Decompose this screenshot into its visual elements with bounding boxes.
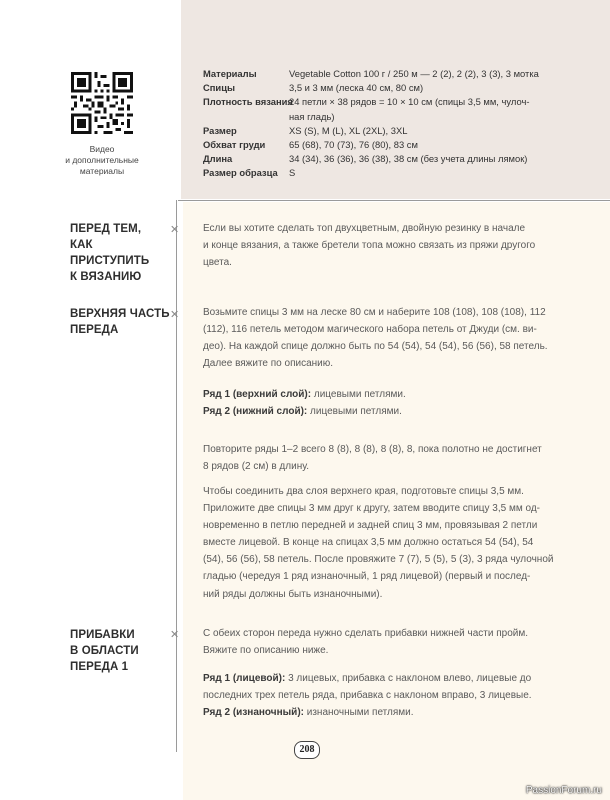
watermark: PassionForum.ru (525, 785, 602, 796)
row-label: Ряд 1 (верхний слой): (203, 389, 312, 400)
text-line: Вяжите по описанию ниже. (203, 645, 329, 657)
text-line: Далее вяжите по описанию. (203, 358, 334, 370)
row-label: Ряд 1 (лицевой): (203, 673, 286, 684)
text-line: део). На каждой спице должно быть по 54 (54), 54 (54), 56 (56), 58 петель. (203, 341, 548, 353)
text-line: 8 рядов (2 см) в длину. (203, 461, 309, 473)
length-value: 34 (34), 36 (36), 36 (38), 38 см (без учета длины лямок) (289, 153, 528, 165)
row-text: 3 лицевых, прибавка с наклоном влево, лицевые до (285, 673, 532, 684)
text-line: (54), 56 (56), 58 петель. После провяжите 7 (7), 5 (5), 5 (3), 3 ряда чулочной (203, 554, 554, 566)
row-text: последних трех петель ряда, прибавка с наклоном вправо, 3 лицевые. (203, 690, 532, 702)
row-label: Ряд 2 (изнаночный): (203, 707, 304, 719)
bust-label: Обхват груди (203, 138, 266, 150)
vertical-rule (176, 200, 177, 752)
page-number: 208 (294, 741, 320, 759)
text-line: Если вы хотите сделать топ двухцветным, двойную резинку в начале (203, 223, 526, 234)
text-line: цвета. (203, 257, 232, 269)
row-instruction (203, 386, 545, 403)
section-title-line: К ВЯЗАНИЮ (70, 271, 142, 283)
qr-caption (56, 144, 148, 177)
gauge-label: Плотность вязания (203, 96, 293, 108)
cross-mark-icon: ✕ (170, 309, 180, 321)
section-title-line: В ОБЛАСТИ (70, 645, 139, 657)
text-line: гладью (чередуя 1 ряд изнаночный, 1 ряд лицевой) (первый и послед- (203, 571, 531, 583)
text-line: ний ряды должны быть изнаночными). (203, 588, 383, 600)
text-line: Возьмите спицы 3 мм на леске 80 см и наберите 108 (108), 108 (108), 112 (203, 307, 546, 318)
section-title-line: ПРИБАВКИ (70, 629, 135, 641)
sample-size-label: Размер образца (203, 167, 278, 179)
qr-code-icon[interactable] (71, 72, 133, 134)
paragraph (203, 441, 545, 475)
size-value: XS (S), M (L), XL (2XL), 3XL (289, 124, 408, 136)
section-title-line: КАК ПРИСТУПИТЬ (70, 239, 150, 267)
cross-mark-icon: ✕ (170, 629, 180, 641)
qr-caption-line: и дополнительные (65, 155, 139, 165)
horizontal-rule (178, 200, 610, 201)
size-label: Размер (203, 124, 237, 136)
qr-caption-line: материалы (79, 166, 125, 176)
materials-label: Материалы (203, 68, 257, 79)
row-instruction (203, 704, 545, 721)
qr-caption-line: Видео (89, 144, 115, 154)
gauge-value-continued: ная гладь) (289, 110, 335, 122)
row-instructions (203, 386, 545, 420)
text-line: новременно в петлю передней и задней спиц 3 мм, провязывая 2 петли (203, 520, 538, 532)
section-title-line: ПЕРЕДА (70, 324, 119, 336)
sample-size-value: S (289, 167, 296, 179)
needles-label: Спицы (203, 82, 235, 94)
cross-mark-icon: ✕ (170, 224, 180, 236)
bust-value: 65 (68), 70 (73), 76 (80), 83 см (289, 138, 418, 150)
needles-value: 3,5 и 3 мм (леска 40 см, 80 см) (289, 82, 424, 94)
row-instructions (203, 670, 545, 721)
text-line: Приложите две спицы 3 мм друг к другу, затем вводите спицу 3,5 мм од- (203, 503, 541, 515)
section-title-line: ПЕРЕД ТЕМ, (70, 223, 142, 235)
text-line: С обеих сторон переда нужно сделать прибавки нижней части пройм. (203, 628, 529, 639)
section-title-front-top (70, 306, 170, 338)
row-label: Ряд 2 (нижний слой): (203, 406, 308, 418)
row-text: лицевыми петлями. (307, 406, 402, 418)
section-title-line: ВЕРХНЯЯ ЧАСТЬ (70, 308, 170, 320)
row-instruction (203, 687, 545, 704)
row-text: изнаночными петлями. (303, 707, 414, 719)
length-label: Длина (203, 153, 233, 165)
text-line: Повторите ряды 1–2 всего 8 (8), 8 (8), 8 (8), 8, пока полотно не достигнет (203, 444, 542, 455)
section-title-line: ПЕРЕДА 1 (70, 661, 129, 673)
row-text: лицевыми петлями. (311, 389, 406, 400)
text-line: и конце вязания, а также бретели топа можно связать из пряжи другого (203, 240, 536, 252)
paragraph (203, 304, 548, 372)
text-line: Чтобы соединить два слоя верхнего края, подготовьте спицы 3,5 мм. (203, 486, 524, 497)
section-title-increases (70, 627, 170, 675)
paragraph (203, 220, 545, 271)
text-line: вместе лицевой. В конце на спицах 3,5 мм должно остаться 54 (54), 54 (203, 537, 534, 549)
text-line: (112), 116 петель методом магического набора петель от Джуди (см. ви- (203, 324, 537, 336)
paragraph (203, 625, 545, 659)
paragraph (203, 483, 554, 603)
gauge-value: 24 петли × 38 рядов = 10 × 10 см (спицы 3,5 мм, чулоч- (289, 96, 530, 108)
row-instruction (203, 403, 545, 420)
section-title-before-start (70, 221, 170, 285)
materials-value: Vegetable Cotton 100 г / 250 м — 2 (2), 2 (2), 3 (3), 3 мотка (289, 68, 539, 79)
row-instruction (203, 670, 545, 687)
